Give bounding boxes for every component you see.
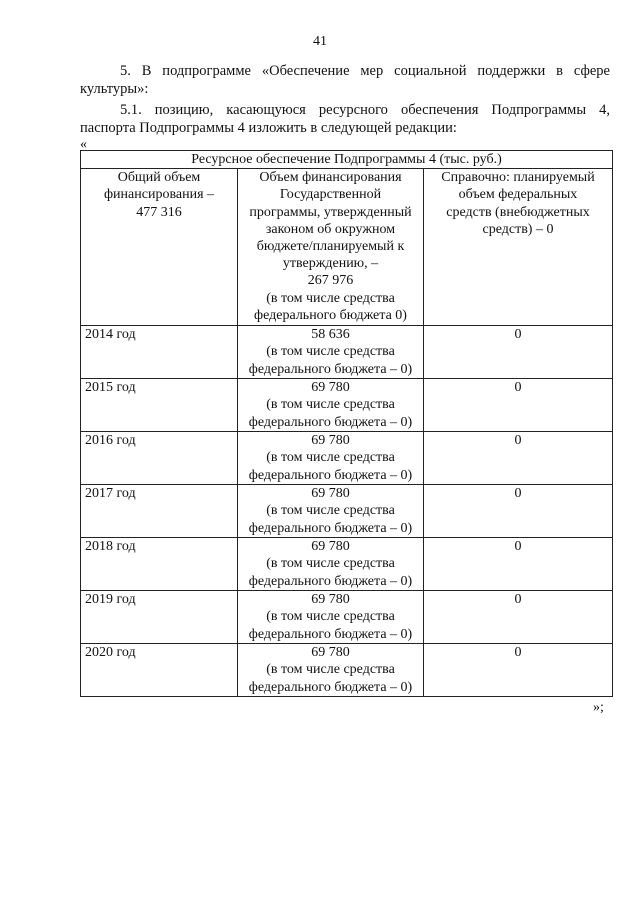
amount-note: (в том числе средства [266, 662, 395, 678]
amount-cell [238, 379, 424, 432]
paragraph-position [80, 101, 610, 137]
amount-note: (в том числе средства [266, 556, 395, 572]
amount-note: федерального бюджета – 0) [248, 467, 413, 483]
amount-note: (в том числе средства [266, 450, 395, 466]
header-reference-line: Справочно: планируемый [441, 170, 595, 186]
amount-cell [238, 326, 424, 379]
reference-cell: 0 [424, 379, 613, 432]
amount-value: 58 636 [311, 327, 350, 343]
reference-cell: 0 [424, 485, 613, 538]
table-caption-row [81, 151, 613, 169]
table-row [81, 591, 613, 644]
amount-cell [238, 591, 424, 644]
year-cell: 2020 год [81, 644, 238, 697]
amount-note: (в том числе средства [266, 344, 395, 360]
page-number: 41 [313, 34, 327, 49]
amount-value: 69 780 [311, 592, 350, 608]
close-quote: »; [593, 700, 604, 715]
header-program-line: программы, утвержденный [249, 204, 412, 220]
amount-value: 69 780 [311, 539, 350, 555]
amount-note: федерального бюджета – 0) [248, 573, 413, 589]
header-reference-line: средств (внебюджетных [446, 204, 590, 220]
amount-value: 69 780 [311, 433, 350, 449]
resource-table [80, 150, 613, 697]
amount-note: федерального бюджета – 0) [248, 414, 413, 430]
header-program-line: 267 976 [307, 273, 354, 289]
year-cell: 2016 год [81, 432, 238, 485]
amount-value: 69 780 [311, 380, 350, 396]
amount-cell [238, 485, 424, 538]
header-reference-line: объем федеральных [458, 187, 578, 203]
header-program-line: (в том числе средства [266, 290, 395, 306]
year-cell: 2019 год [81, 591, 238, 644]
header-total-line: Общий объем [117, 170, 201, 186]
amount-cell [238, 538, 424, 591]
amount-cell [238, 432, 424, 485]
year-cell: 2018 год [81, 538, 238, 591]
amount-value: 69 780 [311, 486, 350, 502]
table-row [81, 485, 613, 538]
table-caption: Ресурсное обеспечение Подпрограммы 4 (тыс. руб.) [81, 151, 613, 169]
header-reference [424, 169, 613, 326]
header-total-funding [81, 169, 238, 326]
open-quote: « [80, 137, 87, 152]
amount-note: (в том числе средства [266, 397, 395, 413]
amount-note: федерального бюджета – 0) [248, 626, 413, 642]
reference-cell: 0 [424, 591, 613, 644]
year-cell: 2015 год [81, 379, 238, 432]
amount-note: федерального бюджета – 0) [248, 520, 413, 536]
header-program-line: Объем финансирования [259, 170, 402, 186]
reference-cell: 0 [424, 326, 613, 379]
year-cell: 2014 год [81, 326, 238, 379]
reference-cell: 0 [424, 432, 613, 485]
amount-note: (в том числе средства [266, 503, 395, 519]
header-program-line: бюджете/планируемый к [256, 239, 405, 255]
amount-note: федерального бюджета – 0) [248, 679, 413, 695]
amount-note: (в том числе средства [266, 609, 395, 625]
paragraph-subprogram-text: 5. В подпрограмме «Обеспечение мер социальной поддержки в сфере культуры»: [80, 63, 610, 97]
table-row [81, 432, 613, 485]
reference-cell: 0 [424, 538, 613, 591]
header-program-line: законом об окружном [265, 221, 396, 237]
header-program-line: Государственной [279, 187, 382, 203]
table-header-row [81, 169, 613, 326]
header-total-line: финансирования – [103, 187, 215, 203]
amount-value: 69 780 [311, 645, 350, 661]
amount-cell [238, 644, 424, 697]
paragraph-subprogram [80, 62, 610, 98]
table-row [81, 644, 613, 697]
paragraph-position-text: 5.1. позицию, касающуюся ресурсного обеспечения Подпрограммы 4, паспорта Подпрограммы 4 изложить в следующей редакции: [80, 102, 610, 136]
reference-cell: 0 [424, 644, 613, 697]
header-program-line: федерального бюджета 0) [254, 307, 407, 323]
header-reference-line: средств) – 0 [482, 221, 554, 237]
amount-note: федерального бюджета – 0) [248, 361, 413, 377]
table-row [81, 538, 613, 591]
header-program-line: утверждению, – [282, 256, 379, 272]
header-total-line: 477 316 [136, 204, 182, 220]
header-program-funding [238, 169, 424, 326]
year-cell: 2017 год [81, 485, 238, 538]
table-row [81, 326, 613, 379]
table-row [81, 379, 613, 432]
